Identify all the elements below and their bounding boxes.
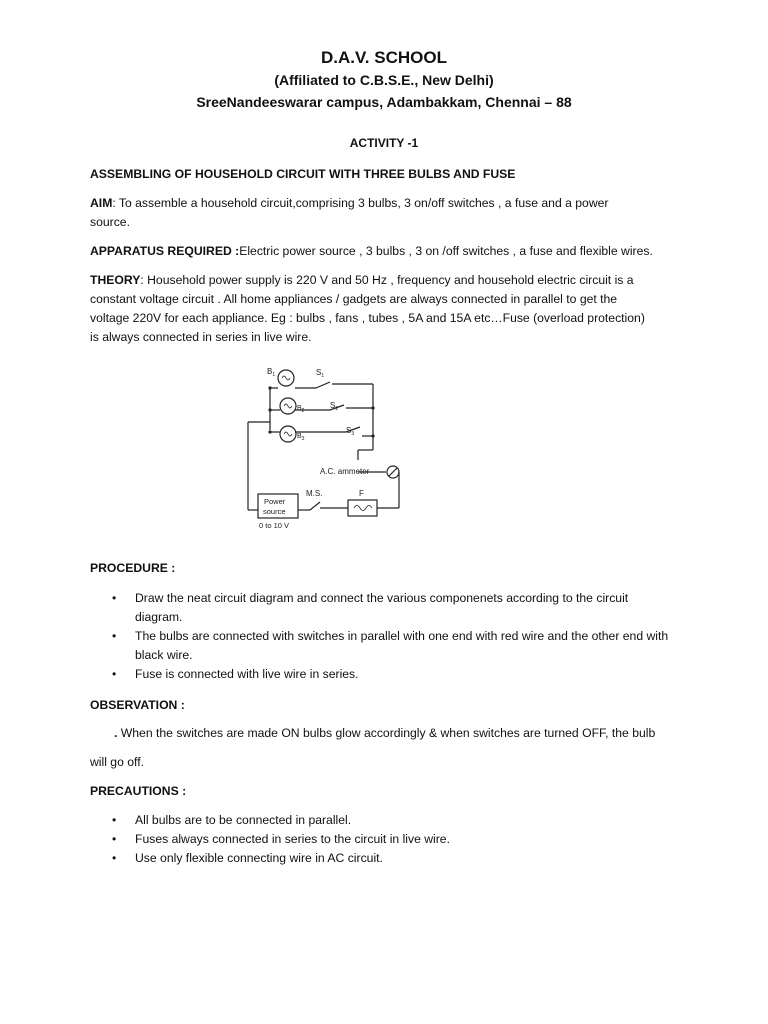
label-s3: $S_3$: [346, 426, 355, 437]
theory-label: THEORY: [90, 273, 141, 287]
circuit-diagram: [240, 360, 420, 530]
label-ammeter: A.C. ammeter: [320, 467, 370, 476]
label-s2: $S_2$: [330, 401, 339, 412]
precautions-list: [90, 811, 670, 868]
label-source: source: [263, 507, 286, 516]
observation-line-1: . When the switches are made ON bulbs glow accordingly & when switches are turned OFF, the bulb: [114, 726, 656, 740]
label-b2: $B_2$: [297, 405, 305, 414]
apparatus-paragraph: [90, 242, 690, 261]
aim-text: : To assemble a household circuit,comprising 3 bulbs, 3 on/off switches , a fuse and a power source.: [90, 196, 609, 229]
label-ms: M.S.: [306, 489, 323, 498]
procedure-list: [90, 589, 670, 684]
label-range: 0 to 10 V: [259, 521, 290, 530]
list-item: • All bulbs are to be connected in parallel.: [90, 811, 670, 830]
apparatus-label: APPARATUS REQUIRED :: [90, 244, 240, 258]
school-name: D.A.V. SCHOOL: [321, 48, 447, 67]
list-item: • Fuses always connected in series to the circuit in live wire.: [90, 830, 670, 849]
list-item: • Fuse is connected with live wire in series.: [90, 665, 670, 684]
activity-title: ASSEMBLING OF HOUSEHOLD CIRCUIT WITH THREE BULBS AND FUSE: [90, 167, 516, 181]
list-item: • The bulbs are connected with switches in parallel with one end with red wire and the other end with black wire.: [112, 629, 669, 662]
precautions-heading: PRECAUTIONS :: [90, 784, 187, 798]
aim-paragraph: [90, 194, 650, 232]
label-power: Power: [264, 497, 286, 506]
bullet-icon: •: [112, 629, 117, 643]
label-b3: $B_3$: [297, 433, 305, 442]
label-fuse: F: [359, 489, 364, 498]
theory-paragraph: [90, 271, 650, 347]
affiliation: (Affiliated to C.B.S.E., New Delhi): [274, 72, 494, 88]
bullet-icon: •: [112, 813, 117, 827]
activity-number: ACTIVITY -1: [349, 136, 419, 150]
observation-line-2: will go off.: [90, 755, 144, 769]
bullet-icon: •: [112, 667, 117, 681]
apparatus-text: Electric power source , 3 bulbs , 3 on /off switches , a fuse and flexible wires.: [239, 244, 653, 258]
campus-address: SreeNandeeswarar campus, Adambakkam, Chennai – 88: [196, 94, 572, 110]
switch-ms: [310, 502, 320, 510]
fuse-box: [348, 500, 377, 516]
label-s1: $S_1$: [316, 368, 325, 379]
theory-text: : Household power supply is 220 V and 50 Hz , frequency and household electric circuit is a constant voltage circuit . All home appliances / gadgets are always connected in parallel to get the voltage 220V for each appliance. Eg : bulbs , fans , tubes , 5A and 15A etc…Fuse (overload protection) is always connected in series in live wire.: [90, 273, 645, 344]
label-b1: $B_1$: [267, 367, 276, 378]
list-item: • Use only flexible connecting wire in AC circuit.: [90, 849, 670, 868]
bullet-icon: •: [112, 851, 117, 865]
observation-heading: OBSERVATION :: [90, 698, 185, 712]
aim-label: AIM: [90, 196, 113, 210]
procedure-heading: PROCEDURE :: [90, 561, 176, 575]
list-item: • Draw the neat circuit diagram and connect the various componenets according to the circuit diagram.: [112, 591, 629, 624]
switch-s1: [316, 382, 330, 388]
bullet-icon: •: [112, 591, 117, 605]
bullet-icon: •: [112, 832, 117, 846]
